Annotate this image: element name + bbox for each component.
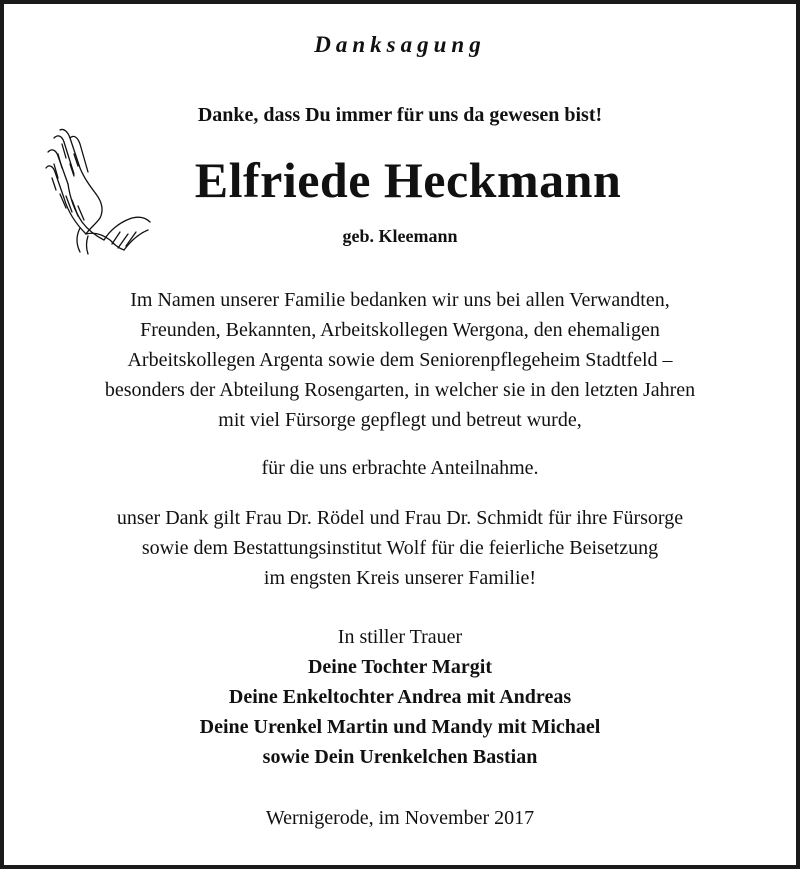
gratitude-line: im engsten Kreis unserer Familie! <box>263 567 537 589</box>
maiden-name: geb. Kleemann <box>342 226 458 246</box>
gratitude-paragraph <box>4 503 796 593</box>
thanks-line: Freunden, Bekannten, Arbeitskollegen Wergona, den ehemaligen <box>140 319 660 341</box>
notice-heading: Danksagung <box>314 32 486 57</box>
thanks-line: Arbeitskollegen Argenta sowie dem Seniorenpflegeheim Stadtfeld – <box>127 349 673 371</box>
mourners-block <box>4 622 796 772</box>
family-member: sowie Dein Urenkelchen Bastian <box>262 746 538 768</box>
mourning-intro: In stiller Trauer <box>337 626 463 648</box>
place-date: Wernigerode, im November 2017 <box>265 807 535 829</box>
thanks-line: Im Namen unserer Familie bedanken wir uns bei allen Verwandten, <box>130 289 670 311</box>
gratitude-line: unser Dank gilt Frau Dr. Rödel und Frau Dr. Schmidt für ihre Fürsorge <box>116 507 684 529</box>
family-member: Deine Enkeltochter Andrea mit Andreas <box>228 686 572 708</box>
obituary-notice <box>4 4 796 865</box>
gratitude-line: sowie dem Bestattungsinstitut Wolf für die feierliche Beisetzung <box>141 537 659 559</box>
sympathy-line: für die uns erbrachte Anteilnahme. <box>261 457 539 479</box>
family-member: Deine Tochter Margit <box>307 656 493 678</box>
thanks-line: besonders der Abteilung Rosengarten, in welcher sie in den letzten Jahren <box>104 379 696 401</box>
thanks-paragraph <box>4 285 796 435</box>
thanks-line: mit viel Fürsorge gepflegt und betreut wurde, <box>218 409 582 431</box>
deceased-name: Elfriede Heckmann <box>194 152 622 208</box>
motto-line: Danke, dass Du immer für uns da gewesen bist! <box>197 104 603 126</box>
family-member: Deine Urenkel Martin und Mandy mit Michael <box>199 716 601 738</box>
